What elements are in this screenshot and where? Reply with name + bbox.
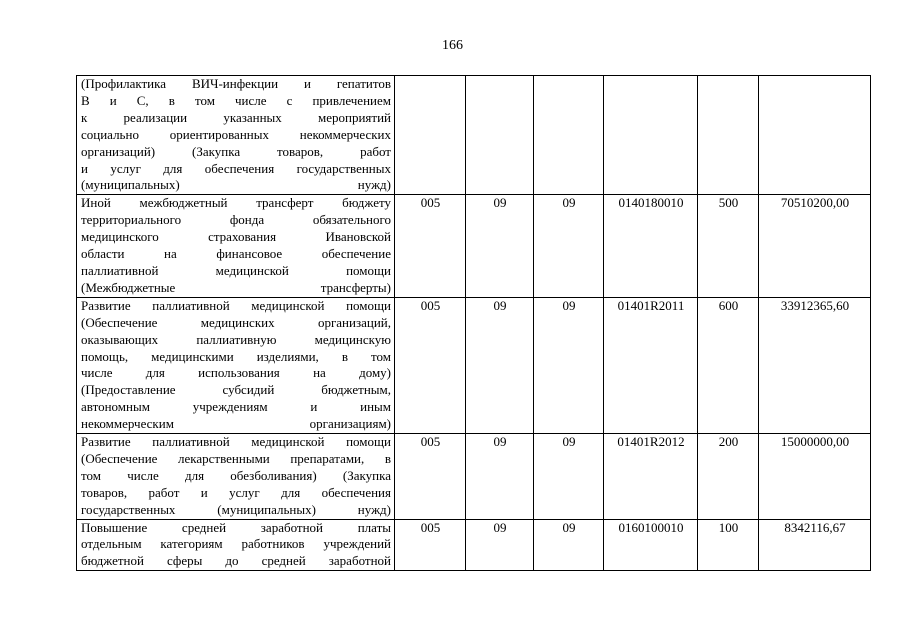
target-article-cell [604, 76, 698, 195]
section-code-cell: 09 [466, 195, 534, 297]
description-line: В и С, в том числе с привлечением [81, 92, 391, 108]
ministry-code-cell [395, 76, 466, 195]
expense-type-cell [698, 76, 759, 195]
description-cell [77, 519, 395, 571]
ministry-code-cell: 005 [395, 195, 466, 297]
description-line: Развитие паллиативной медицинской помощи [81, 434, 391, 450]
table-row [77, 519, 871, 571]
table-row [77, 434, 871, 520]
amount-cell: 70510200,00 [759, 195, 871, 297]
expense-type-cell: 100 [698, 519, 759, 571]
description-line: Повышение средней заработной платы [81, 519, 391, 535]
description-line: оказывающих паллиативную медицинскую [81, 331, 391, 347]
ministry-code-cell: 005 [395, 519, 466, 571]
budget-table [76, 75, 871, 571]
description-line: (Профилактика ВИЧ-инфекции и гепатитов [81, 76, 391, 91]
amount-cell: 8342116,67 [759, 519, 871, 571]
table-row [77, 195, 871, 297]
description-cell [77, 195, 395, 297]
description-line: паллиативной медицинской помощи [81, 262, 391, 278]
description-line: к реализации указанных мероприятий [81, 109, 391, 125]
target-article-cell: 01401R2012 [604, 434, 698, 520]
description-cell [77, 76, 395, 195]
table-row [77, 297, 871, 433]
expense-type-cell: 600 [698, 297, 759, 433]
amount-cell: 15000000,00 [759, 434, 871, 520]
section-code-cell: 09 [466, 519, 534, 571]
expense-type-cell: 500 [698, 195, 759, 297]
description-line: Развитие паллиативной медицинской помощи [81, 297, 391, 313]
amount-cell: 33912365,60 [759, 297, 871, 433]
page-number: 166 [442, 38, 463, 53]
description-line: (Межбюджетные трансферты) [81, 279, 391, 295]
description-line: (муниципальных) нужд) [81, 177, 391, 193]
description-cell [77, 434, 395, 520]
subsection-code-cell: 09 [534, 434, 604, 520]
description-line: том числе для обезболивания) (Закупка [81, 467, 391, 483]
ministry-code-cell: 005 [395, 434, 466, 520]
description-line: Иной межбюджетный трансферт бюджету [81, 195, 391, 211]
description-line: организаций) (Закупка товаров, работ [81, 143, 391, 159]
subsection-code-cell: 09 [534, 519, 604, 571]
description-line: медицинского страхования Ивановской [81, 229, 391, 245]
description-line: помощь, медицинскими изделиями, в том [81, 348, 391, 364]
description-line: (Предоставление субсидий бюджетным, [81, 382, 391, 398]
subsection-code-cell: 09 [534, 195, 604, 297]
description-line: (Обеспечение лекарственными препаратами, в [81, 450, 391, 466]
target-article-cell: 0160100010 [604, 519, 698, 571]
description-line: (Обеспечение медицинских организаций, [81, 314, 391, 330]
table-body [77, 76, 871, 571]
section-code-cell: 09 [466, 434, 534, 520]
target-article-cell: 0140180010 [604, 195, 698, 297]
description-line: отдельным категориям работников учреждений [81, 536, 391, 552]
description-line: территориального фонда обязательного [81, 212, 391, 228]
section-code-cell [466, 76, 534, 195]
description-line: области на финансовое обеспечение [81, 246, 391, 262]
expense-type-cell: 200 [698, 434, 759, 520]
table-row [77, 76, 871, 195]
description-line: бюджетной сферы до средней заработной [81, 553, 391, 569]
description-line: некоммерческим организациям) [81, 416, 391, 432]
description-line: товаров, работ и услуг для обеспечения [81, 484, 391, 500]
description-line: автономным учреждениям и иным [81, 399, 391, 415]
amount-cell [759, 76, 871, 195]
description-line: и услуг для обеспечения государственных [81, 160, 391, 176]
description-line: социально ориентированных некоммерческих [81, 126, 391, 142]
subsection-code-cell [534, 76, 604, 195]
description-line: числе для использования на дому) [81, 365, 391, 381]
section-code-cell: 09 [466, 297, 534, 433]
description-line: государственных (муниципальных) нужд) [81, 501, 391, 517]
description-cell [77, 297, 395, 433]
ministry-code-cell: 005 [395, 297, 466, 433]
target-article-cell: 01401R2011 [604, 297, 698, 433]
subsection-code-cell: 09 [534, 297, 604, 433]
